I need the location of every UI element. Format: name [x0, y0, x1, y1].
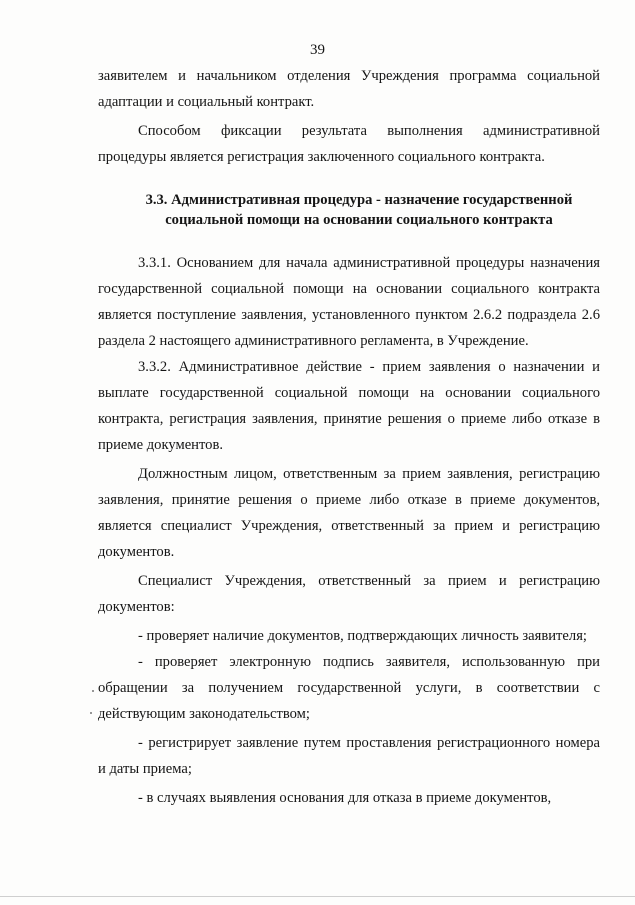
scan-edge-line	[0, 896, 635, 897]
list-item-check-signature: - проверяет электронную подпись заявителя, использованную при обращении за получением государственной услуги, в соответствии с действующим законодательством;	[98, 654, 600, 722]
scan-speck	[92, 690, 94, 692]
paragraph-responsible-person: Должностным лицом, ответственным за прием заявления, регистрацию заявления, принятие решения о приеме либо отказе в приеме документов, является специалист Учреждения, ответственный за прием и регистрацию документов.	[98, 466, 600, 560]
paragraph-specialist: Специалист Учреждения, ответственный за прием и регистрацию документов:	[98, 573, 600, 615]
list-item-check-documents: - проверяет наличие документов, подтверждающих личность заявителя;	[138, 628, 587, 644]
section-heading: 3.3. Административная процедура - назначение государственной социальной помощи на основании социального контракта	[145, 192, 573, 228]
scan-speck	[90, 712, 92, 714]
paragraph-3-3-1: 3.3.1. Основанием для начала административной процедуры назначения государственной социальной помощи на основании социального контракта является поступление заявления, установленного пунктом 2.6.2 подраздела 2.6 раздела 2 настоящего административного регламента, в Учреждение.	[98, 255, 600, 349]
list-item-refusal: - в случаях выявления основания для отказа в приеме документов,	[138, 790, 552, 806]
paragraph-continuation: заявителем и начальником отделения Учреждения программа социальной адаптации и социальный контракт.	[98, 68, 600, 110]
paragraph-3-3-2: 3.3.2. Административное действие - прием заявления о назначении и выплате государственной социальной помощи на основании социального контракта, регистрация заявления, принятие решения о приеме либо отказе в приеме документов.	[98, 359, 600, 453]
page-number: 39	[310, 42, 325, 58]
document-body	[98, 63, 600, 811]
list-item-register: - регистрирует заявление путем проставления регистрационного номера и даты приема;	[98, 735, 600, 777]
paragraph-fixation: Способом фиксации результата выполнения административной процедуры является регистрация заключенного социального контракта.	[98, 123, 600, 165]
